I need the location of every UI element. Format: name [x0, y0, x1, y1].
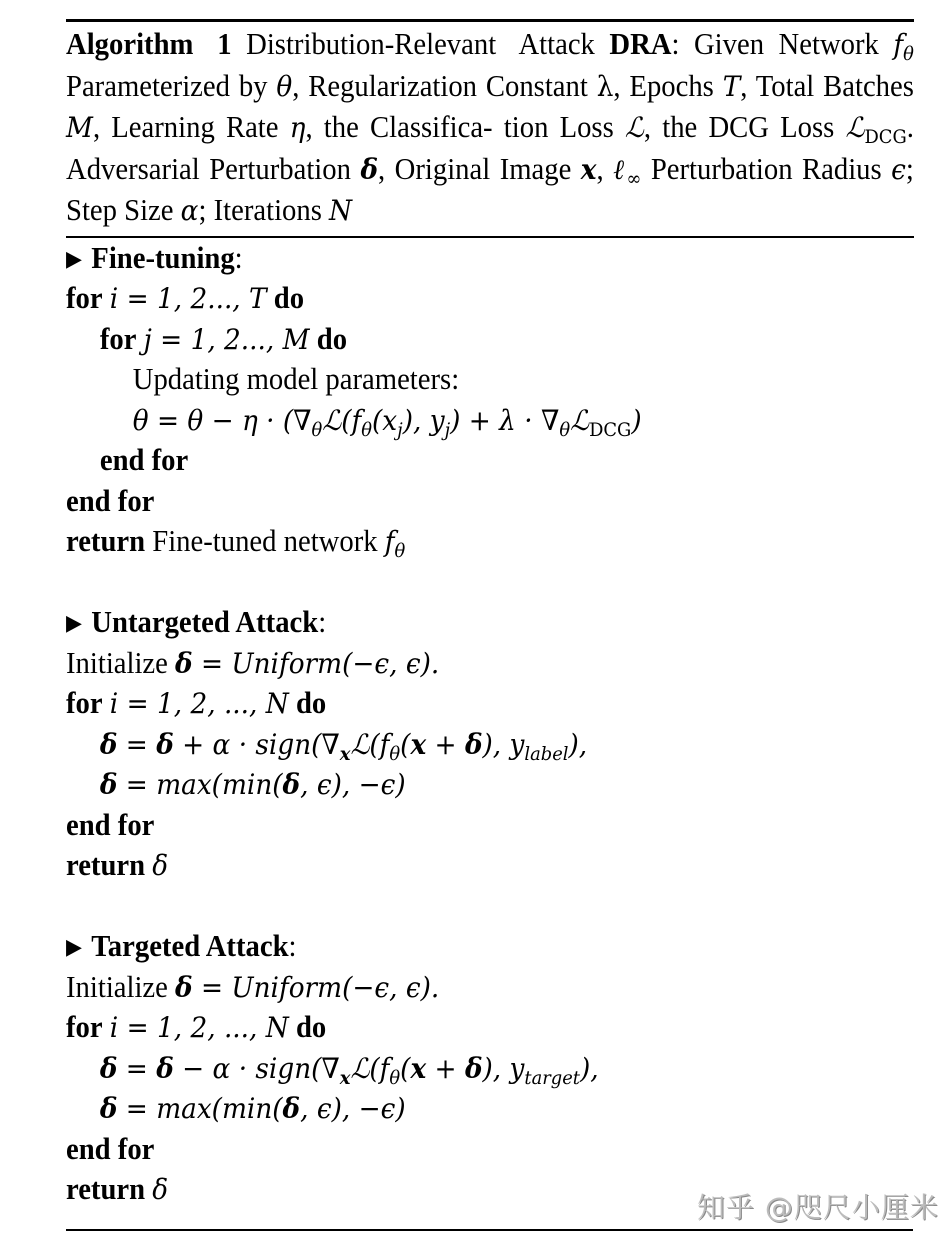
math-expr: i = 1, 2..., T	[109, 282, 267, 315]
math-update-rule: $\theta = \theta - \eta \cdot (\nabla_\theta ℒ(f_\theta(x_j)$, $y_j) + \lambda$ · $\nabla_\theta ℒ_{DCG}$)	[132, 403, 642, 441]
keyword-for: for	[66, 1010, 103, 1044]
algo-line	[66, 481, 863, 522]
math-f-theta: $f_\theta$	[384, 525, 406, 562]
algo-line	[66, 764, 863, 805]
math-step: $\delta = \delta + \alpha \cdot sign(\nabla_xℒ(f_\theta(x + \delta)$, $y_{label}$),	[99, 727, 588, 765]
section-header	[66, 238, 863, 279]
statement-text: Updating model parameters:	[132, 362, 460, 396]
algorithm-abbrev: DRA	[609, 27, 672, 61]
section-title: Untargeted Attack	[91, 605, 319, 639]
caption-text: , Regularization Constant	[292, 68, 597, 103]
algorithm-caption: Algorithm 1 Distribution-Relevant Attack DRA: Given Network $f_\theta$ Parameterized by θ, Regularization Constant λ, Epochs T, Total Batches M, Learning Rate η, the Classifica- tion Loss ℒ, the DCG Loss ℒ$_{DCG}$. Adversarial Perturbation δ, Original Image x, ℓ$_\infty$ Perturbation Radius ϵ; Step Size α; Iterations N	[66, 27, 914, 227]
math-step: $\delta = \delta - \alpha \cdot sign(\nabla_xℒ(f_\theta(x + \delta)$, $y_{target}$),	[99, 1051, 599, 1089]
caption-text: : Given	[671, 27, 765, 61]
math-init: δ = Uniform(−ϵ, ϵ).	[175, 646, 440, 680]
caption-text: Iterations	[213, 193, 330, 227]
math-N: N	[329, 194, 353, 227]
math-L: ℒ	[624, 111, 644, 144]
keyword-return: return	[66, 1172, 146, 1206]
algorithm-label: Algorithm 1	[66, 27, 232, 61]
caption-text: , the DCG Loss	[643, 110, 846, 144]
statement-text: Initialize	[66, 969, 168, 1004]
caption-text: , the Classifica-	[305, 110, 493, 144]
algo-line	[66, 1007, 863, 1048]
math-clip: δ = max(min(δ, ϵ), −ϵ)	[99, 1092, 406, 1125]
watermark: 知乎 @咫尺小厘米	[697, 1191, 939, 1224]
math-f-theta: $f_\theta$	[893, 28, 914, 65]
section-header	[66, 602, 863, 643]
algo-line	[66, 967, 863, 1008]
caption-text: Parameterized by	[66, 68, 277, 103]
section-fine-tuning	[66, 238, 914, 562]
algo-line	[66, 440, 863, 481]
algo-line	[66, 1048, 863, 1089]
colon: :	[288, 929, 297, 963]
spacer	[66, 886, 914, 927]
algo-line	[66, 521, 863, 562]
colon: :	[234, 240, 243, 275]
algo-line	[66, 1129, 863, 1170]
statement-text: Fine-tuned network	[152, 524, 385, 558]
algo-line	[66, 359, 863, 400]
triangle-right-icon: ▶	[66, 610, 82, 635]
keyword-end-for: end for	[66, 1131, 155, 1166]
algorithm-title: Distribution-Relevant Attack	[246, 27, 595, 61]
math-T: T	[722, 69, 741, 103]
keyword-do: do	[295, 1010, 327, 1044]
keyword-return: return	[66, 524, 146, 558]
math-lambda: λ	[596, 69, 614, 103]
math-delta: δ	[152, 849, 169, 882]
keyword-do: do	[316, 321, 348, 356]
caption-text: Epochs	[629, 68, 723, 103]
math-l-inf: ℓ$_\infty$	[613, 152, 642, 190]
math-expr: i = 1, 2, ..., N	[109, 687, 289, 720]
math-theta: θ	[276, 69, 293, 103]
caption-text: tion Loss	[503, 110, 625, 144]
math-eta: η	[289, 111, 306, 144]
keyword-end-for: end for	[99, 443, 189, 477]
caption-text: , Learning Rate	[92, 110, 290, 144]
top-rule	[66, 19, 914, 22]
math-init: δ = Uniform(−ϵ, ϵ).	[175, 970, 440, 1004]
math-L-DCG: ℒ$_{DCG}$	[845, 111, 907, 148]
algo-line	[66, 1088, 863, 1129]
algo-line	[66, 845, 863, 886]
math-epsilon: ϵ	[891, 152, 906, 186]
statement-text: Initialize	[66, 645, 168, 680]
keyword-for: for	[99, 321, 137, 356]
algo-line	[66, 278, 863, 319]
section-targeted-attack	[66, 926, 914, 1210]
keyword-do: do	[273, 281, 305, 315]
caption-text: Perturbation Radius	[641, 151, 892, 186]
section-title: Targeted Attack	[91, 929, 289, 963]
keyword-do: do	[295, 686, 327, 720]
caption-text: ; Step Size	[66, 151, 914, 227]
algorithm-block	[66, 19, 914, 1210]
algo-line	[66, 683, 863, 724]
colon: :	[318, 605, 327, 639]
algo-line	[66, 805, 863, 846]
keyword-for: for	[66, 686, 103, 720]
math-M: M	[66, 111, 93, 144]
caption-text: . Adversarial Perturbation	[66, 110, 914, 186]
keyword-end-for: end for	[66, 807, 155, 842]
math-expr: j = 1, 2..., M	[143, 322, 310, 356]
section-header	[66, 926, 863, 967]
algo-line	[66, 319, 863, 360]
keyword-for: for	[66, 281, 103, 315]
caption-text: , Original Image	[378, 151, 581, 186]
triangle-right-icon: ▶	[66, 245, 82, 271]
math-delta: δ	[360, 152, 379, 186]
math-delta: δ	[152, 1173, 169, 1206]
algo-line	[66, 400, 863, 441]
algo-line	[66, 724, 863, 765]
math-x: x	[580, 152, 597, 186]
math-expr: i = 1, 2, ..., N	[109, 1011, 289, 1044]
spacer	[66, 562, 914, 603]
caption-text: , Total Batches	[740, 68, 914, 103]
math-clip: δ = max(min(δ, ϵ), −ϵ)	[99, 768, 406, 801]
keyword-return: return	[66, 848, 146, 882]
section-title: Fine-tuning	[91, 240, 235, 275]
algo-line	[66, 643, 863, 684]
caption-text: Network	[778, 27, 894, 61]
keyword-end-for: end for	[66, 483, 155, 518]
bottom-rule	[66, 1229, 913, 1231]
section-untargeted-attack	[66, 602, 914, 886]
math-alpha: α	[180, 194, 199, 227]
triangle-right-icon: ▶	[66, 934, 82, 959]
